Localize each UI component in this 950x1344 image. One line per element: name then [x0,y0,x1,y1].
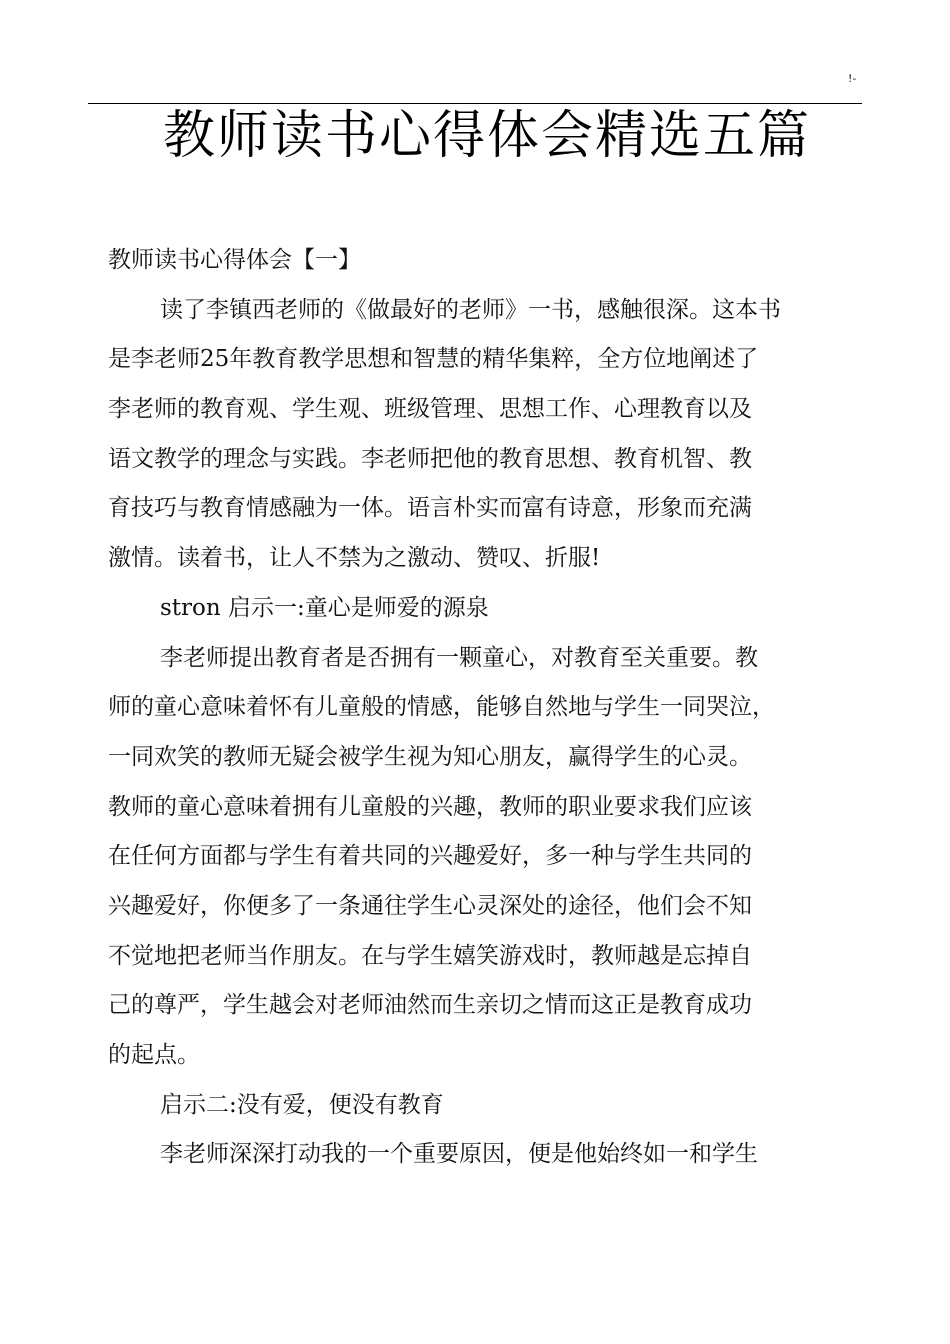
body-line: 启示二:没有爱，便没有教育 [160,1091,444,1118]
body-line: 教师的童心意味着拥有儿童般的兴趣，教师的职业要求我们应该 [108,793,752,820]
document-title: 教师读书心得体会精选五篇 [162,106,811,166]
body-line: 李老师深深打动我的一个重要原因，便是他始终如一和学生 [160,1141,758,1168]
page-mark: !- [848,72,857,85]
body-line: 己的尊严，学生越会对老师油然而生亲切之情而这正是教育成功 [108,992,752,1019]
body-line: 李老师提出教育者是否拥有一颗童心，对教育至关重要。教 [160,644,758,671]
document-body [108,236,860,1180]
body-line: 兴趣爱好，你便多了一条通往学生心灵深处的途径，他们会不知 [108,892,752,919]
body-line: 激情。读着书，让人不禁为之激动、赞叹、折服! [108,545,601,572]
body-line: 育技巧与教育情感融为一体。语言朴实而富有诗意，形象而充满 [108,495,752,522]
body-line: 是李老师25年教育教学思想和智慧的精华集粹，全方位地阐述了 [108,346,759,373]
body-line: 一同欢笑的教师无疑会被学生视为知心朋友，赢得学生的心灵。 [108,743,752,770]
body-line: 语文教学的理念与实践。李老师把他的教育思想、教育机智、教 [108,445,752,472]
body-line: 在任何方面都与学生有着共同的兴趣爱好，多一种与学生共同的 [108,843,752,870]
body-line: 不觉地把老师当作朋友。在与学生嬉笑游戏时，教师越是忘掉自 [108,942,752,969]
body-line: 师的童心意味着怀有儿童般的情感，能够自然地与学生一同哭泣， [108,694,775,721]
body-line: stron 启示一:童心是师爱的源泉 [160,594,489,621]
body-line: 读了李镇西老师的《做最好的老师》一书，感触很深。这本书 [160,296,781,323]
body-line: 的起点。 [108,1042,200,1068]
body-line: 李老师的教育观、学生观、班级管理、思想工作、心理教育以及 [108,396,752,423]
body-line: 教师读书心得体会【一】 [108,247,361,273]
